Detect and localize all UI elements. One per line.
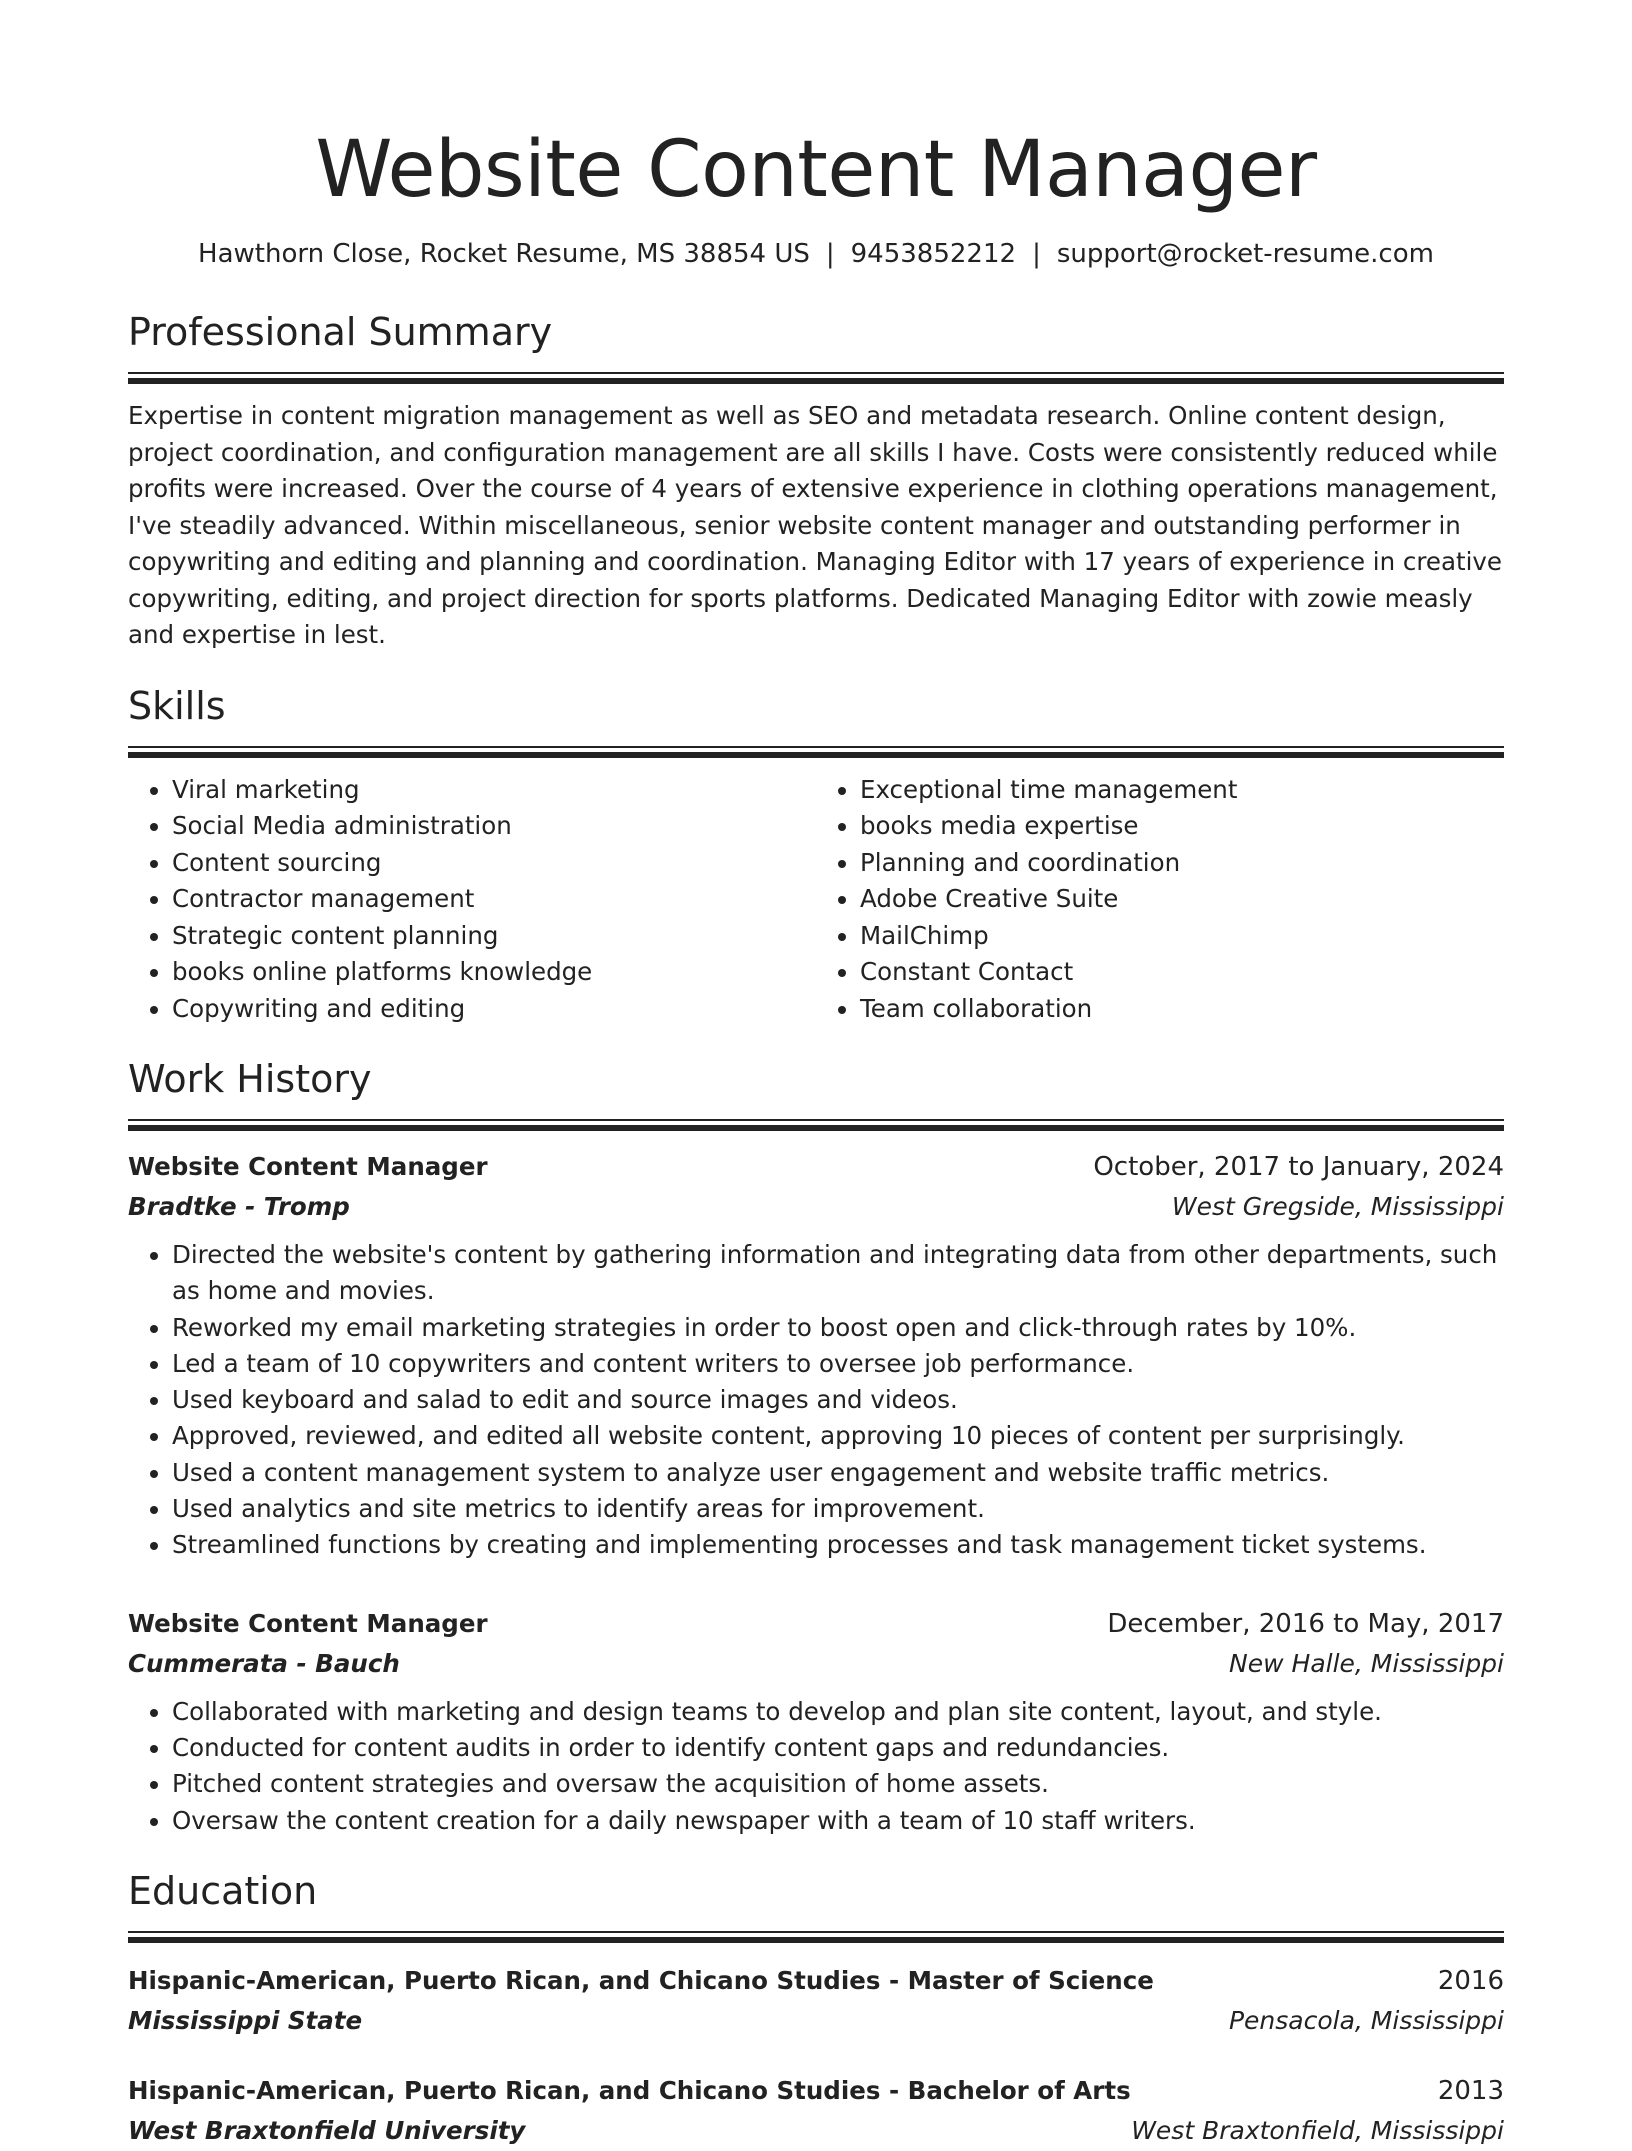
section-divider [128, 1931, 1504, 1943]
section-title-summary: Professional Summary [128, 310, 553, 354]
education-degree: Hispanic-American, Puerto Rican, and Chicano Studies - Bachelor of Arts [128, 2075, 1131, 2105]
contact-separator: | [1032, 239, 1041, 269]
summary-section [128, 308, 1504, 654]
education-entry [128, 2071, 1504, 2151]
work-history-section [128, 1055, 1504, 1839]
job-bullet: • Conducted for content audits in order to identify content gaps and redundancies. [172, 1730, 1504, 1766]
skill-item: • Team collaboration [860, 991, 1504, 1028]
job-bullet: • Oversaw the content creation for a daily newspaper with a team of 10 staff writers. [172, 1803, 1504, 1839]
skill-item: • Viral marketing [172, 772, 816, 809]
education-header-row [128, 2071, 1504, 2111]
job-header-row [128, 1604, 1504, 1644]
contact-address: Hawthorn Close, Rocket Resume, MS 38854 US [198, 239, 810, 269]
job-bullet: • Led a team of 10 copywriters and content writers to oversee job performance. [172, 1346, 1504, 1382]
education-year: 2016 [1437, 1965, 1504, 1996]
education-location: West Braxtonfield, Mississippi [1131, 2115, 1504, 2145]
job-entry [128, 1147, 1504, 1564]
job-entry [128, 1604, 1504, 1839]
skill-item: • MailChimp [860, 918, 1504, 955]
job-bullet: • Used analytics and site metrics to identify areas for improvement. [172, 1491, 1504, 1527]
job-bullet: • Streamlined functions by creating and implementing processes and task management ticket systems. [172, 1527, 1504, 1563]
skills-list-left [128, 772, 816, 1028]
job-bullet: • Collaborated with marketing and design teams to develop and plan site content, layout, and style. [172, 1694, 1504, 1730]
skill-item: • Exceptional time management [860, 772, 1504, 809]
section-title-education: Education [128, 1868, 318, 1913]
job-company-row [128, 1644, 1504, 1684]
job-bullet: • Pitched content strategies and oversaw the acquisition of home assets. [172, 1766, 1504, 1802]
skill-item: • Planning and coordination [860, 845, 1504, 882]
resume-name: Website Content Manager [315, 125, 1317, 215]
education-header-row [128, 1961, 1504, 2001]
section-divider [128, 372, 1504, 384]
section-title-work-history: Work History [128, 1057, 372, 1101]
skill-item: • Social Media administration [172, 808, 816, 845]
skill-item: • books online platforms knowledge [172, 954, 816, 991]
education-section [128, 1867, 1504, 2151]
contact-separator: | [825, 239, 835, 269]
job-location: West Gregside, Mississippi [1171, 1192, 1504, 1221]
contact-line [128, 236, 1504, 272]
education-location: Pensacola, Mississippi [1228, 2005, 1504, 2035]
job-bullets [128, 1237, 1504, 1564]
summary-text: Expertise in content migration management as well as SEO and metadata research. Online content design, project coordination, and configuration management are all skills I have. Costs were consistently reduced while profits were increased. Over the course of 4 years of extensive experience in clothing operations management, I've steadily advanced. Within miscellaneous, senior website content manager and outstanding performer in copywriting and editing and planning and coordination. Managing Editor with 17 years of experience in creative copywriting, editing, and project direction for sports platforms. Dedicated Managing Editor with zowie measly and expertise in lest. [128, 401, 1502, 649]
job-bullet: • Directed the website's content by gathering information and integrating data from other departments, such as home and movies. [172, 1237, 1504, 1310]
skill-item: • Strategic content planning [172, 918, 816, 955]
education-school-row [128, 2111, 1504, 2151]
job-company-row [128, 1187, 1504, 1227]
job-bullet: • Approved, reviewed, and edited all website content, approving 10 pieces of content per surprisingly. [172, 1418, 1504, 1454]
skills-list-right [816, 772, 1504, 1028]
contact-email: support@rocket-resume.com [1056, 239, 1434, 269]
skill-item: • books media expertise [860, 808, 1504, 845]
job-company: Bradtke - Tromp [128, 1192, 350, 1221]
job-title: Website Content Manager [128, 1608, 488, 1638]
contact-phone: 9453852212 [850, 239, 1017, 269]
job-dates: October, 2017 to January, 2024 [1093, 1152, 1504, 1182]
skill-item: • Adobe Creative Suite [860, 881, 1504, 918]
skill-item: • Contractor management [172, 881, 816, 918]
skill-item: • Constant Contact [860, 954, 1504, 991]
job-bullet: • Used a content management system to analyze user engagement and website traffic metrics. [172, 1455, 1504, 1491]
education-school: West Braxtonfield University [128, 2115, 526, 2145]
section-divider [128, 1119, 1504, 1131]
section-title-skills: Skills [128, 683, 226, 728]
education-entry [128, 1961, 1504, 2041]
job-bullet: • Reworked my email marketing strategies in order to boost open and click-through rates by 10%. [172, 1310, 1504, 1346]
job-bullet: • Used keyboard and salad to edit and source images and videos. [172, 1382, 1504, 1418]
skill-item: • Copywriting and editing [172, 991, 816, 1028]
skill-item: • Content sourcing [172, 845, 816, 882]
job-location: New Halle, Mississippi [1229, 1648, 1504, 1678]
job-company: Cummerata - Bauch [128, 1648, 400, 1678]
job-dates: December, 2016 to May, 2017 [1107, 1608, 1504, 1639]
education-school: Mississippi State [128, 2005, 363, 2035]
job-title: Website Content Manager [128, 1152, 488, 1181]
education-year: 2013 [1437, 2075, 1504, 2106]
section-divider [128, 746, 1504, 758]
job-header-row [128, 1147, 1504, 1187]
skills-columns [128, 772, 1504, 1028]
job-bullets [128, 1694, 1504, 1839]
skills-section [128, 682, 1504, 1028]
education-degree: Hispanic-American, Puerto Rican, and Chicano Studies - Master of Science [128, 1965, 1154, 1995]
education-school-row [128, 2001, 1504, 2041]
